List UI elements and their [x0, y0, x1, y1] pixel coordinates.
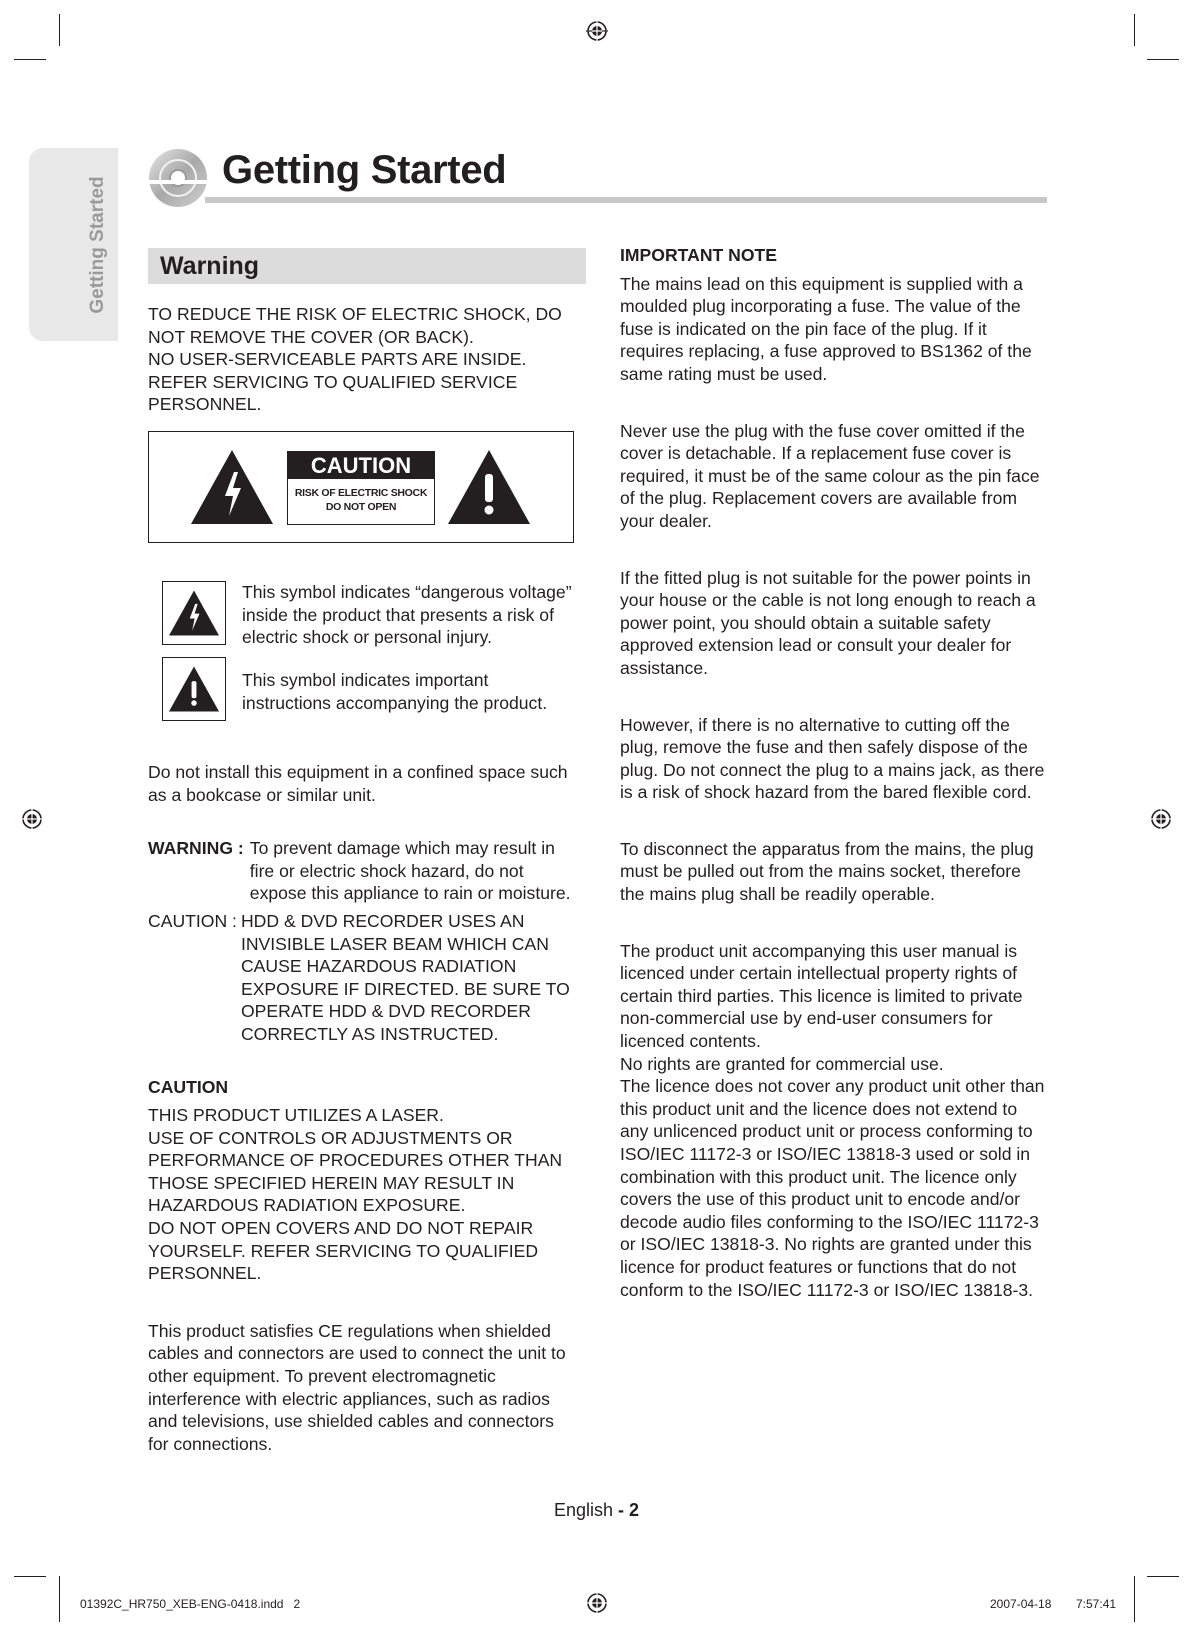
- footer-page-number: 2: [629, 1500, 640, 1520]
- text-line: To prevent damage which may result in: [249, 838, 555, 859]
- crop-mark: [1147, 59, 1179, 60]
- text-line: The mains lead on this equipment is supplied with a: [620, 273, 1023, 294]
- text-line: This symbol indicates important: [242, 669, 489, 690]
- registration-mark-icon: [586, 1592, 608, 1614]
- symbol-voltage-text: [242, 581, 587, 649]
- text-line: cables and connectors are used to connect the unit to: [148, 1343, 566, 1364]
- file-slug: 01392C_HR750_XEB-ENG-0418.indd 2: [80, 1597, 301, 1611]
- text-line: If the fitted plug is not suitable for the power points in: [620, 567, 1031, 588]
- important-note-heading: IMPORTANT NOTE: [620, 245, 778, 265]
- text-line: or ISO/IEC 13818-3. No rights are granted under this: [620, 1234, 1032, 1255]
- disc-icon: [148, 148, 208, 208]
- text-line: REFER SERVICING TO QUALIFIED SERVICE: [148, 371, 518, 392]
- lightning-warning-icon: [191, 450, 273, 524]
- warning-paragraph: [148, 303, 583, 416]
- text-line: combination with this product unit. The licence only: [620, 1166, 1017, 1187]
- symbol-box: [162, 657, 226, 721]
- text-line: the mains plug shall be readily operable.: [620, 884, 935, 905]
- crop-mark: [1147, 1576, 1179, 1577]
- registration-mark-icon: [1150, 808, 1172, 830]
- text-line: your house or the cable is not long enough to reach a: [620, 590, 1036, 611]
- text-line: DO NOT OPEN: [325, 500, 397, 513]
- text-line: certain third parties. This licence is limited to private: [620, 985, 1023, 1006]
- text-line: plug. Do not connect the plug to a mains jack, as there: [620, 759, 1045, 780]
- warning-heading: Warning: [148, 248, 586, 284]
- text-line: interference with electric appliances, such as radios: [148, 1388, 550, 1409]
- lightning-warning-icon: [169, 590, 219, 636]
- text-line: DO NOT OPEN COVERS AND DO NOT REPAIR: [148, 1218, 534, 1239]
- text-line: fuse is indicated on the pin face of the plug. If it: [620, 318, 987, 339]
- warning-note: [148, 837, 583, 905]
- text-line: same rating must be used.: [620, 363, 828, 384]
- text-line: The licence does not cover any product unit other than: [620, 1076, 1045, 1097]
- crop-mark: [14, 59, 46, 60]
- exclamation-warning-icon: [169, 666, 219, 712]
- text-line: YOURSELF. REFER SERVICING TO QUALIFIED: [148, 1240, 539, 1261]
- text-line: THOSE SPECIFIED HEREIN MAY RESULT IN: [148, 1172, 515, 1193]
- text-line: expose this appliance to rain or moisture.: [249, 883, 571, 904]
- text-line: PERSONNEL.: [148, 394, 262, 415]
- exclamation-warning-icon: [448, 450, 530, 524]
- symbol-box: [162, 581, 226, 645]
- text-line: This product satisfies CE regulations when shielded: [148, 1320, 551, 1341]
- text-line: licence for product features or functions that do not: [620, 1256, 1017, 1277]
- cut-plug-paragraph: [620, 714, 1055, 804]
- text-line: HDD & DVD RECORDER USES AN: [240, 910, 525, 931]
- text-line: USE OF CONTROLS OR ADJUSTMENTS OR: [148, 1127, 513, 1148]
- text-line: However, if there is no alternative to cutting off the: [620, 714, 1010, 735]
- text-line: requires replacing, a fuse approved to BS1362 of the: [620, 341, 1032, 362]
- text-line: and televisions, use shielded cables and connectors: [148, 1411, 554, 1432]
- text-line: plug, remove the fuse and then safely dispose of the: [620, 737, 1028, 758]
- fuse-cover-paragraph: [620, 420, 1055, 533]
- warning-note-text: [250, 837, 571, 905]
- text-line: other equipment. To prevent electromagnetic: [148, 1366, 496, 1387]
- symbol-instructions-row: [148, 657, 583, 721]
- caution-sticker-title: CAUTION: [288, 452, 434, 479]
- caution-label-panel: [148, 431, 574, 543]
- registration-mark-icon: [21, 808, 43, 830]
- install-paragraph: [148, 761, 583, 806]
- text-line: PERSONNEL.: [148, 1263, 262, 1284]
- text-line: Never use the plug with the fuse cover omitted if the: [620, 420, 1025, 441]
- caution-note-text: [241, 910, 570, 1046]
- crop-mark: [59, 1576, 60, 1622]
- registration-mark-icon: [586, 20, 608, 42]
- right-column: [620, 244, 1055, 1301]
- text-line: fire or electric shock hazard, do not: [249, 860, 524, 881]
- text-line: must be pulled out from the mains socket, therefore: [620, 861, 1021, 882]
- text-line: PERFORMANCE OF PROCEDURES OTHER THAN: [148, 1150, 563, 1171]
- text-line: ISO/IEC 11172-3 or ISO/IEC 13818-3 used or sold in: [620, 1144, 1031, 1164]
- text-line: required, it must be of the same colour as the pin face: [620, 465, 1040, 486]
- text-line: The product unit accompanying this user manual is: [620, 940, 1018, 961]
- licence-paragraph: [620, 940, 1055, 1302]
- text-line: CORRECTLY AS INSTRUCTED.: [240, 1023, 499, 1044]
- page-title: Getting Started: [222, 148, 507, 192]
- plug-paragraph: [620, 567, 1055, 680]
- text-line: power point, you should obtain a suitable safety: [620, 612, 991, 633]
- symbol-instructions-text: [242, 669, 587, 714]
- ce-paragraph: [148, 1320, 583, 1456]
- text-line: cover is detachable. If a replacement fuse cover is: [620, 443, 1012, 464]
- slug-time: 7:57:41: [1076, 1597, 1117, 1611]
- text-line: instructions accompanying the product.: [242, 692, 548, 713]
- text-line: as a bookcase or similar unit.: [148, 784, 376, 805]
- text-line: electric shock or personal injury.: [242, 627, 492, 648]
- text-line: moulded plug incorporating a fuse. The value of the: [620, 296, 1021, 317]
- text-line: INVISIBLE LASER BEAM WHICH CAN: [240, 933, 549, 954]
- text-line: OPERATE HDD & DVD RECORDER: [240, 1001, 531, 1022]
- text-line: inside the product that presents a risk of: [242, 604, 554, 625]
- side-tab-label: Getting Started: [87, 176, 108, 314]
- text-line: conform to the ISO/IEC 11172-3 or ISO/IEC 13818-3.: [620, 1279, 1034, 1300]
- caution-heading: CAUTION: [148, 1076, 229, 1097]
- footer-language: English: [553, 1500, 613, 1520]
- footer-separator: -: [618, 1500, 625, 1520]
- left-column: [148, 248, 583, 1455]
- fuse-paragraph: [620, 273, 1055, 386]
- text-line: To disconnect the apparatus from the mains, the plug: [620, 838, 1034, 859]
- text-line: is a risk of shock hazard from the bared flexible cord.: [620, 782, 1032, 803]
- text-line: your dealer.: [620, 510, 712, 531]
- text-line: assistance.: [620, 657, 709, 678]
- disconnect-paragraph: [620, 838, 1055, 906]
- symbol-voltage-row: [148, 581, 583, 657]
- text-line: approved extension lead or consult your dealer for: [620, 635, 1012, 656]
- text-line: EXPOSURE IF DIRECTED. BE SURE TO: [240, 978, 570, 999]
- text-line: any unlicenced product unit or process conforming to: [620, 1121, 1033, 1142]
- text-line: decode audio files conforming to the ISO/IEC 11172-3: [620, 1211, 1039, 1232]
- caution-note: [148, 910, 583, 1046]
- crop-mark: [14, 1576, 46, 1577]
- text-line: this product unit and the licence does not extend to: [620, 1098, 1018, 1119]
- text-line: NOT REMOVE THE COVER (OR BACK).: [148, 326, 474, 347]
- text-line: TO REDUCE THE RISK OF ELECTRIC SHOCK, DO: [148, 304, 562, 324]
- text-line: RISK OF ELECTRIC SHOCK: [294, 486, 428, 499]
- caution-note-label: CAUTION :: [148, 910, 237, 931]
- text-line: non-commercial use by end-user consumers for: [620, 1008, 993, 1029]
- text-line: This symbol indicates “dangerous voltage”: [242, 581, 572, 602]
- text-line: NO USER-SERVICEABLE PARTS ARE INSIDE.: [148, 349, 527, 370]
- text-line: HAZARDOUS RADIATION EXPOSURE.: [148, 1195, 466, 1216]
- text-line: for connections.: [148, 1433, 273, 1454]
- crop-mark: [1134, 14, 1135, 46]
- text-line: THIS PRODUCT UTILIZES A LASER.: [148, 1105, 444, 1126]
- warning-note-label: WARNING :: [148, 838, 244, 859]
- crop-mark: [59, 14, 60, 46]
- caution-sticker-text: [288, 486, 434, 514]
- text-line: of the plug. Replacement covers are available from: [620, 488, 1018, 509]
- text-line: CAUSE HAZARDOUS RADIATION: [240, 956, 517, 977]
- text-line: licenced under certain intellectual property rights of: [620, 963, 1018, 984]
- caution-sticker: [287, 451, 435, 525]
- text-line: covers the use of this product unit to encode and/or: [620, 1189, 1021, 1210]
- text-line: No rights are granted for commercial use.: [620, 1053, 944, 1074]
- laser-paragraph: [148, 1104, 583, 1285]
- crop-mark: [1134, 1576, 1135, 1622]
- text-line: Do not install this equipment in a confined space such: [148, 761, 568, 782]
- slug-date: 2007-04-18: [990, 1597, 1052, 1611]
- title-rule: [205, 197, 1047, 203]
- text-line: licenced contents.: [620, 1031, 761, 1052]
- page-number: [0, 1500, 1193, 1521]
